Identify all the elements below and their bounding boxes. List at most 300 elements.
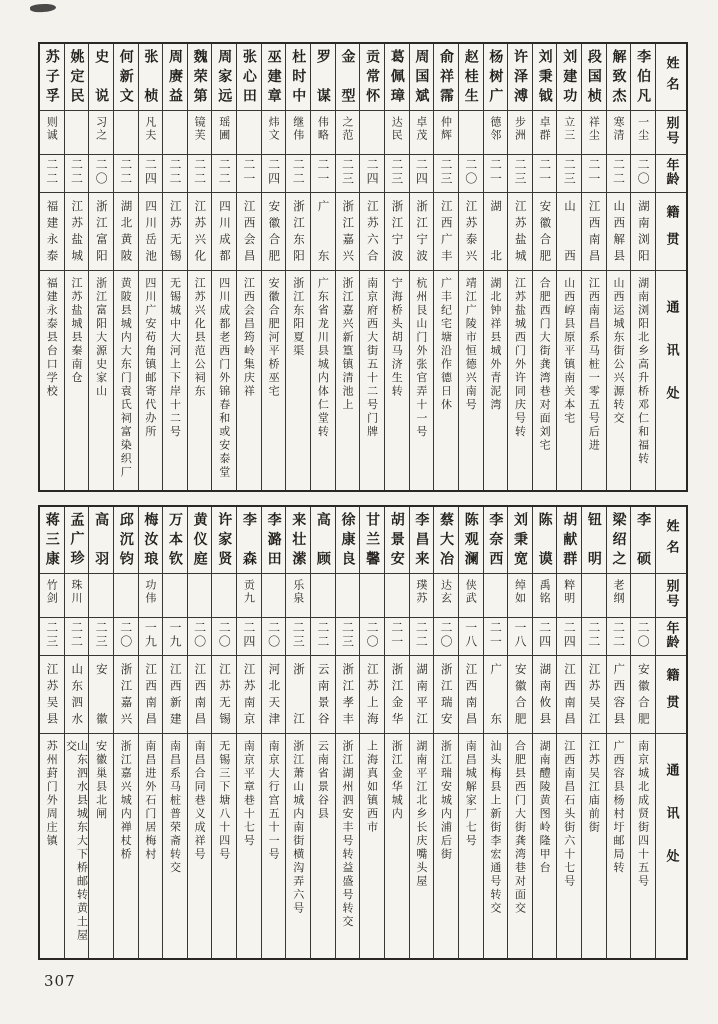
- person-name-cell: [40, 44, 64, 111]
- person-address: 浙江湖州泗安丰号转益盛号转交: [340, 740, 354, 929]
- person-alias: 步洲: [513, 116, 527, 142]
- person-entry-column: [606, 44, 631, 490]
- person-origin: 安徽合肥: [538, 200, 553, 263]
- person-origin-cell: [212, 193, 236, 271]
- person-address-cell: [114, 271, 138, 490]
- person-address-cell: [114, 734, 138, 958]
- person-entry-column: [187, 44, 212, 490]
- person-address: 江苏盐城县秦南仓: [69, 277, 83, 385]
- person-age-cell: [212, 155, 236, 193]
- person-origin: 安徽合肥: [513, 663, 528, 726]
- person-origin-cell: [311, 193, 335, 271]
- person-entry-column: [113, 507, 138, 958]
- person-origin-cell: [40, 656, 64, 734]
- person-age-cell: [114, 618, 138, 656]
- person-age: 二〇: [636, 158, 651, 186]
- person-origin-cell: [114, 656, 138, 734]
- person-alias: 璞苏: [414, 579, 428, 605]
- person-alias: 习之: [94, 116, 108, 142]
- person-origin-cell: [237, 193, 261, 271]
- person-alias: 达玄: [439, 579, 453, 605]
- person-name: 俞祥霈: [438, 49, 455, 105]
- person-name: 周国斌: [413, 49, 430, 105]
- person-age-cell: [607, 618, 631, 656]
- person-origin-cell: [336, 656, 360, 734]
- person-address-cell: [385, 734, 409, 958]
- person-name-cell: [385, 44, 409, 111]
- person-address: 湖南平江北乡长庆嘴头屋: [414, 740, 428, 889]
- person-name-cell: [286, 507, 310, 574]
- person-name: 甘兰馨: [364, 512, 381, 568]
- person-name: 徐康良: [339, 512, 356, 568]
- person-name-cell: [139, 44, 163, 111]
- person-alias-cell: [533, 111, 557, 155]
- person-address-cell: [533, 734, 557, 958]
- person-name: 葛佩璋: [388, 49, 405, 105]
- person-address: 广西容县杨村圩邮局转: [612, 740, 626, 875]
- person-age: 二〇: [439, 621, 454, 649]
- person-age-cell: [557, 618, 581, 656]
- person-age: 二二: [414, 621, 429, 649]
- person-age: 二三: [94, 621, 109, 649]
- person-alias: 粹明: [562, 579, 576, 605]
- person-name-cell: [212, 44, 236, 111]
- person-name: 解致杰: [610, 49, 627, 105]
- person-entry-column: [384, 44, 409, 490]
- person-age: 二三: [44, 621, 59, 649]
- row-label-address-text: 通讯处: [663, 763, 679, 892]
- person-alias: 老纲: [612, 579, 626, 605]
- person-origin-cell: [139, 656, 163, 734]
- row-label-age: [656, 618, 686, 656]
- person-origin-cell: [631, 193, 655, 271]
- person-address-cell: [360, 734, 384, 958]
- person-age-cell: [631, 618, 655, 656]
- person-alias: 卓群: [538, 116, 552, 142]
- person-origin: 山西解县: [612, 200, 627, 263]
- person-address-cell: [262, 734, 286, 958]
- person-name-cell: [533, 507, 557, 574]
- person-alias-cell: [237, 111, 261, 155]
- person-origin: 山西: [563, 200, 577, 263]
- person-origin-cell: [89, 656, 113, 734]
- person-origin: 江西南昌: [563, 663, 577, 726]
- person-name-cell: [336, 44, 360, 111]
- person-address: 云南省景谷县: [316, 740, 330, 821]
- person-origin-cell: [385, 656, 409, 734]
- person-alias-cell: [188, 574, 212, 618]
- person-alias: 一尘: [636, 116, 650, 142]
- person-address-cell: [139, 734, 163, 958]
- person-address-cell: [459, 271, 483, 490]
- person-origin: 浙江嘉兴: [341, 200, 356, 263]
- person-alias-cell: [484, 574, 508, 618]
- person-age-cell: [262, 618, 286, 656]
- person-address: 山西运城东街公兴源转交: [612, 277, 626, 426]
- person-age-cell: [582, 155, 606, 193]
- person-alias-cell: [163, 574, 187, 618]
- person-age-cell: [212, 618, 236, 656]
- person-origin: 江苏兴化: [193, 200, 208, 263]
- person-origin-cell: [484, 193, 508, 271]
- person-address-cell: [188, 271, 212, 490]
- person-origin-cell: [508, 193, 532, 271]
- person-alias-cell: [410, 111, 434, 155]
- person-address: 靖江广陵市恒德兴南号: [464, 277, 478, 412]
- person-address-cell: [607, 271, 631, 490]
- person-origin: 江西广丰: [439, 200, 454, 263]
- person-name-cell: [212, 507, 236, 574]
- person-name-cell: [262, 507, 286, 574]
- person-age: 二二: [69, 158, 84, 186]
- person-age: 二四: [537, 621, 552, 649]
- person-name-cell: [237, 507, 261, 574]
- person-alias-cell: [311, 574, 335, 618]
- person-age: 二一: [488, 621, 503, 649]
- person-age-cell: [336, 155, 360, 193]
- person-alias-cell: [360, 111, 384, 155]
- person-age: 二一: [488, 158, 503, 186]
- person-address-cell: [286, 271, 310, 490]
- person-address-cell: [65, 271, 89, 490]
- person-alias: 禹铭: [538, 579, 552, 605]
- person-age: 一九: [143, 621, 158, 649]
- person-alias-cell: [336, 574, 360, 618]
- person-name-cell: [607, 44, 631, 111]
- person-alias-cell: [262, 574, 286, 618]
- person-address-cell: [459, 734, 483, 958]
- person-origin: 广西容县: [612, 663, 627, 726]
- person-age-cell: [89, 155, 113, 193]
- person-address-cell: [139, 271, 163, 490]
- person-age: 二四: [266, 158, 281, 186]
- person-entry-column: [88, 44, 113, 490]
- person-origin-cell: [582, 193, 606, 271]
- person-age: 二一: [389, 621, 404, 649]
- person-age-cell: [262, 155, 286, 193]
- row-label-name-text: 姓名: [663, 56, 679, 98]
- person-entry-column: [88, 507, 113, 958]
- person-entry-column: [310, 44, 335, 490]
- person-alias-cell: [360, 574, 384, 618]
- person-alias-cell: [508, 111, 532, 155]
- person-age-cell: [139, 618, 163, 656]
- person-entry-column: [64, 507, 89, 958]
- person-alias-cell: [65, 111, 89, 155]
- person-age: 二三: [389, 158, 404, 186]
- person-age: 二一: [241, 158, 256, 186]
- person-age: 二二: [586, 621, 601, 649]
- person-age: 二二: [168, 158, 182, 186]
- person-name: 许泽溥: [511, 49, 528, 105]
- person-alias-cell: [385, 111, 409, 155]
- person-name-cell: [336, 507, 360, 574]
- person-age-cell: [89, 618, 113, 656]
- row-label-column: [655, 44, 686, 490]
- person-address: 杭州艮山门外张官弄十一号: [414, 277, 428, 439]
- person-origin-cell: [65, 656, 89, 734]
- person-name-cell: [163, 507, 187, 574]
- person-age: 二四: [241, 621, 256, 649]
- person-address: 南昌合同巷义成祥号: [193, 740, 207, 862]
- person-alias-cell: [484, 111, 508, 155]
- person-address: 湖南醴陵黄图岭隆甲台: [538, 740, 552, 875]
- person-name: 来壮潆: [290, 512, 307, 568]
- person-alias-cell: [89, 574, 113, 618]
- person-entry-column: [310, 507, 335, 958]
- person-entry-column: [261, 44, 286, 490]
- person-age: 二〇: [463, 158, 478, 186]
- row-label-age-text: 年龄: [663, 158, 679, 186]
- person-origin: 湖北: [489, 200, 504, 263]
- person-name: 苏子孚: [43, 49, 60, 105]
- person-name-cell: [631, 507, 655, 574]
- person-entry-column: [606, 507, 631, 958]
- person-age: 二一: [315, 158, 330, 186]
- row-label-age: [656, 155, 686, 193]
- person-alias-cell: [163, 111, 187, 155]
- person-origin-cell: [139, 193, 163, 271]
- person-entry-column: [236, 507, 261, 958]
- person-origin-cell: [434, 656, 458, 734]
- row-label-column: [655, 507, 686, 958]
- person-address: 广东省龙川县城内体仁堂转: [316, 277, 330, 439]
- person-alias-cell: [336, 111, 360, 155]
- person-name: 赵桂生: [462, 49, 479, 105]
- person-age: 二三: [340, 621, 355, 649]
- person-age: 二四: [365, 158, 380, 186]
- person-origin-cell: [40, 193, 64, 271]
- person-name: 张桢: [142, 49, 159, 105]
- roster-table-bottom: [38, 505, 688, 960]
- person-age-cell: [65, 155, 89, 193]
- person-age-cell: [385, 155, 409, 193]
- person-address: 广丰纪宅塘沿作德日休: [439, 277, 453, 412]
- person-alias: 功伟: [143, 579, 157, 605]
- person-entry-column: [483, 507, 508, 958]
- person-age-cell: [410, 618, 434, 656]
- person-address-cell: [89, 734, 113, 958]
- person-address: 安徽巢县北闸: [94, 740, 108, 821]
- person-address: 南京平章巷十七号: [242, 740, 256, 848]
- person-name-cell: [311, 44, 335, 111]
- person-entry-column: [532, 507, 557, 958]
- page-number: 307: [44, 972, 76, 990]
- person-age: 二〇: [266, 621, 281, 649]
- person-name-cell: [434, 507, 458, 574]
- person-name-cell: [508, 507, 532, 574]
- person-age-cell: [434, 155, 458, 193]
- person-entry-column: [40, 507, 64, 958]
- person-address: 江苏兴化县范公祠东: [193, 277, 207, 399]
- person-origin: 湖南攸县: [538, 663, 553, 726]
- person-age-cell: [40, 618, 64, 656]
- person-address-cell: [40, 734, 64, 958]
- person-address: 汕头梅县上新街李宏通号转交: [488, 740, 502, 916]
- person-alias: 祥尘: [587, 116, 601, 142]
- person-address: 无锡三下塘八十四号: [217, 740, 231, 862]
- person-age-cell: [508, 618, 532, 656]
- person-address-cell: [385, 271, 409, 490]
- person-entry-column: [359, 44, 384, 490]
- person-alias-cell: [459, 574, 483, 618]
- person-name-cell: [582, 507, 606, 574]
- person-age-cell: [582, 618, 606, 656]
- person-name-cell: [286, 44, 310, 111]
- person-origin: 江西会昌: [242, 200, 257, 263]
- person-address: 无锡城中大河上下岸十二号: [168, 277, 182, 439]
- person-entry-column: [556, 507, 581, 958]
- person-name-cell: [188, 507, 212, 574]
- person-entry-column: [162, 507, 187, 958]
- person-age: 二二: [118, 158, 133, 186]
- person-age-cell: [188, 155, 212, 193]
- person-name-cell: [65, 44, 89, 111]
- person-entry-column: [187, 507, 212, 958]
- person-address-cell: [311, 271, 335, 490]
- person-address-cell: [336, 734, 360, 958]
- person-entry-column: [138, 44, 163, 490]
- row-label-name: [656, 507, 686, 574]
- person-address-cell: [582, 734, 606, 958]
- person-age-cell: [459, 618, 483, 656]
- person-origin-cell: [557, 656, 581, 734]
- person-address: 浙江金华城内: [390, 740, 404, 821]
- person-entry-column: [433, 507, 458, 958]
- person-age: 二〇: [636, 621, 651, 649]
- person-age-cell: [557, 155, 581, 193]
- person-name-cell: [40, 507, 64, 574]
- person-address-cell: [89, 271, 113, 490]
- person-entry-column: [458, 44, 483, 490]
- person-entry-column: [138, 507, 163, 958]
- person-entry-column: [335, 507, 360, 958]
- person-origin: 浙江东阳: [291, 200, 306, 263]
- person-age-cell: [139, 155, 163, 193]
- person-name: 梅汝琅: [142, 512, 159, 568]
- person-age-cell: [410, 155, 434, 193]
- person-age-cell: [237, 618, 261, 656]
- person-alias: 镜芙: [193, 116, 207, 142]
- person-age-cell: [65, 618, 89, 656]
- person-origin-cell: [311, 656, 335, 734]
- person-address-cell: [336, 271, 360, 490]
- person-origin-cell: [410, 193, 434, 271]
- person-origin-cell: [286, 656, 310, 734]
- person-origin: 江苏六合: [365, 200, 380, 263]
- person-alias-cell: [114, 111, 138, 155]
- person-origin: 江苏无锡: [168, 200, 183, 263]
- scan-artifact: [30, 3, 56, 13]
- person-age: 二四: [143, 158, 158, 186]
- person-name: 高顾: [314, 512, 331, 568]
- person-origin-cell: [360, 193, 384, 271]
- person-age: 二二: [315, 621, 330, 649]
- person-entry-column: [483, 44, 508, 490]
- person-origin-cell: [286, 193, 310, 271]
- person-address-cell: [286, 734, 310, 958]
- person-alias-cell: [607, 574, 631, 618]
- person-alias: 伟略: [316, 116, 330, 142]
- person-address: 湖南浏阳北乡高升桥邓仁和福转: [636, 277, 650, 466]
- person-age-cell: [484, 618, 508, 656]
- person-name: 蒋三康: [43, 512, 60, 568]
- person-alias-cell: [89, 111, 113, 155]
- person-name: 何新文: [117, 49, 134, 105]
- person-name-cell: [385, 507, 409, 574]
- person-origin: 浙江富阳: [94, 200, 109, 263]
- person-name: 蔡大冶: [438, 512, 455, 568]
- person-entry-column: [384, 507, 409, 958]
- person-address-cell: [582, 271, 606, 490]
- person-address: 四川成都老西门外锦春和或安泰堂: [217, 277, 231, 480]
- person-origin: 江西新建: [168, 663, 183, 726]
- person-alias: 寒清: [612, 116, 626, 142]
- person-address-cell: [212, 271, 236, 490]
- person-address: 浙江嘉兴城内禅杖桥: [119, 740, 133, 862]
- person-age-cell: [631, 155, 655, 193]
- person-name-cell: [114, 44, 138, 111]
- person-entry-column: [285, 44, 310, 490]
- person-address-cell: [237, 734, 261, 958]
- person-name-cell: [139, 507, 163, 574]
- person-name: 李森: [240, 512, 257, 568]
- person-name-cell: [410, 44, 434, 111]
- person-alias-cell: [65, 574, 89, 618]
- person-origin: 安徽合肥: [636, 663, 651, 726]
- person-alias-cell: [434, 111, 458, 155]
- person-name-cell: [557, 44, 581, 111]
- person-origin-cell: [360, 656, 384, 734]
- person-name-cell: [188, 44, 212, 111]
- person-age: 二四: [562, 621, 577, 649]
- person-origin-cell: [188, 656, 212, 734]
- person-origin-cell: [434, 193, 458, 271]
- person-age: 二二: [291, 158, 306, 186]
- person-origin: 河北天津: [267, 663, 282, 726]
- person-name-cell: [508, 44, 532, 111]
- person-address-cell: [557, 734, 581, 958]
- person-name: 胡景安: [388, 512, 405, 568]
- person-origin-cell: [631, 656, 655, 734]
- person-alias-cell: [434, 574, 458, 618]
- person-alias-cell: [139, 111, 163, 155]
- person-alias: 继伟: [291, 116, 305, 142]
- person-name-cell: [114, 507, 138, 574]
- person-name: 周家远: [216, 49, 233, 105]
- person-origin: 浙江: [291, 663, 306, 726]
- person-address: 四川广安苟角镇邮寄代办所: [143, 277, 157, 439]
- person-alias: 德邻: [488, 116, 502, 142]
- person-address: 南昌城解家厂七号: [464, 740, 478, 848]
- person-name-cell: [484, 507, 508, 574]
- person-name: 陈观澜: [462, 512, 479, 568]
- person-name: 陈谟: [536, 512, 553, 568]
- person-age-cell: [385, 618, 409, 656]
- person-name-cell: [89, 44, 113, 111]
- person-address-cell: [434, 734, 458, 958]
- person-origin-cell: [459, 656, 483, 734]
- person-name: 黄仪庭: [191, 512, 208, 568]
- person-name: 钮明: [585, 512, 602, 568]
- person-origin-cell: [410, 656, 434, 734]
- person-name: 罗谋: [314, 49, 331, 105]
- person-age: 二〇: [365, 621, 380, 649]
- person-name: 周赓益: [167, 49, 183, 105]
- person-address: 南京城北成贤街四十五号: [636, 740, 650, 889]
- person-age: 二二: [611, 621, 626, 649]
- person-age-cell: [336, 618, 360, 656]
